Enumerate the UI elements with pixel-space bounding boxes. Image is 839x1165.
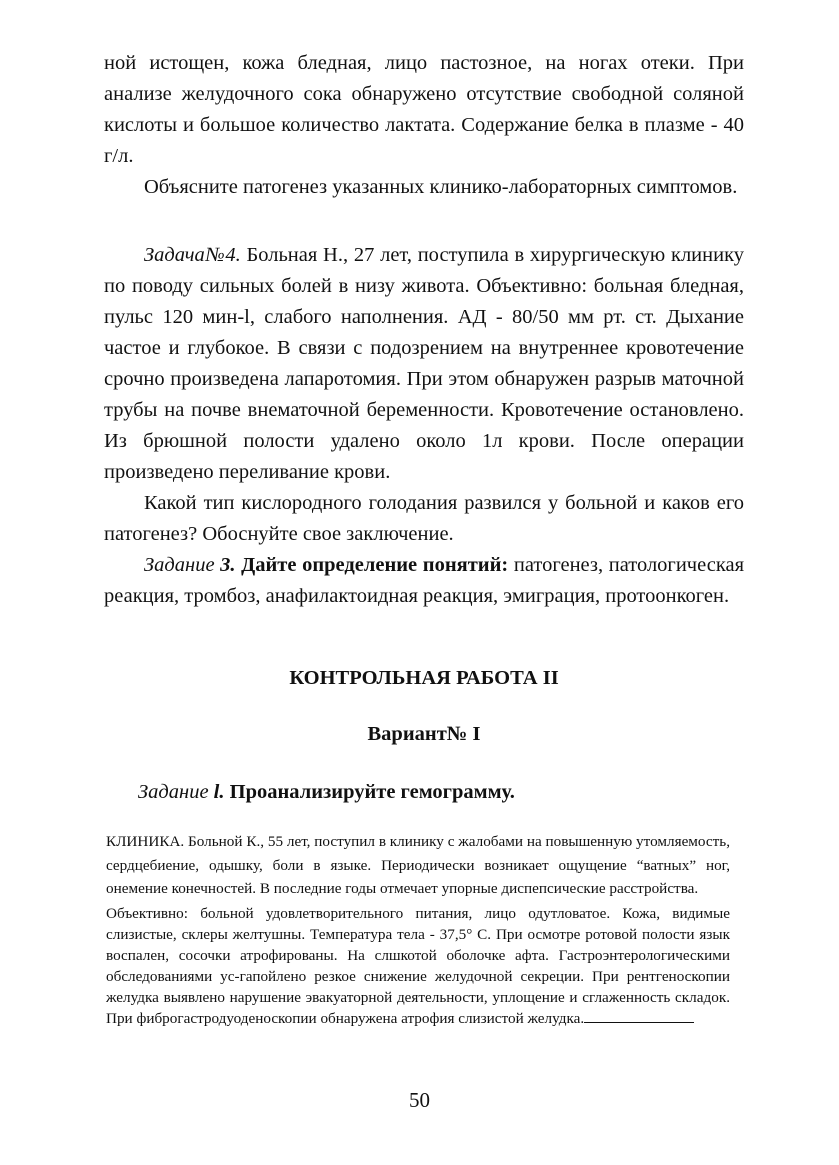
task-4-block	[104, 240, 744, 550]
top-text-block	[104, 48, 744, 203]
assignment-1-heading	[138, 778, 515, 806]
assignment-3-text: патогенез, патологическая реакция, тромбоз, анафилактоидная реакция, эмиграция, протоонкоген.	[104, 554, 744, 607]
page-number: 50	[409, 1088, 430, 1112]
task-4-paragraph	[104, 240, 744, 488]
assignment-1-number: l.	[213, 781, 225, 803]
clinic-paragraph-2	[106, 903, 730, 1029]
task-4-question: Какой тип кислородного голодания развился у больной и каков его патогенез? Обоснуйте свое заключение.	[104, 492, 744, 545]
answer-blank-line	[584, 1010, 694, 1023]
assignment-3-paragraph	[104, 550, 744, 612]
assignment-3-block	[104, 550, 744, 612]
question-pathogenesis: Объясните патогенез указанных клинико-лабораторных симптомов.	[144, 176, 738, 198]
assignment-3-label: Задание	[144, 554, 221, 576]
section-title: КОНТРОЛЬНАЯ РАБОТА II	[289, 667, 559, 689]
assignment-3-number: 3.	[220, 554, 236, 576]
clinic-block	[106, 830, 730, 1029]
variant-title: Вариант№ I	[367, 723, 481, 745]
task-4-text: Больная Н., 27 лет, поступила в хирургическую клинику по поводу сильных болей в низу живота. Объективно: больная бледная, пульс 120 мин-l, слабого наполнения. АД - 80/50 мм рт. ст. Дыхание частое и глубокое. В связи с подозрением на внутреннее кровотечение срочно произведена лапаротомия. При этом обнаружен разрыв маточной трубы на почве внематочной беременности. Кровотечение остановлено. Из брюшной полости удалено около 1л крови. После операции произведено переливание крови.	[104, 244, 745, 483]
assignment-1-label: Задание	[138, 781, 214, 803]
top-paragraph: ной истощен, кожа бледная, лицо пастозное, на ногах отеки. При анализе желудочного сока обнаружено отсутствие свободной соляной кислоты и большое количество лактата. Содержание белка в плазме - 40 г/л.	[104, 52, 744, 167]
clinic-paragraph-1-text: КЛИНИКА. Больной К., 55 лет, поступил в клинику с жалобами на повышенную утомляемость, сердцебиение, одышку, боли в языке. Периодически возникает ощущение “ватных” ног, онемение конечностей. В последние годы отмечает упорные диспепсические расстройства.	[106, 833, 730, 897]
clinic-paragraph-1	[106, 830, 730, 901]
task-4-label: Задача№4.	[144, 244, 241, 266]
assignment-3-bold-text: Дайте определение понятий:	[235, 554, 509, 576]
assignment-1-bold-text: Проанализируйте гемограмму.	[224, 781, 515, 803]
clinic-paragraph-2-text: Объективно: больной удовлетворительного питания, лицо одутловатое. Кожа, видимые слизистые, склеры желтушны. Температура тела - 37,5° С. При осмотре ротовой полости язык воспален, сосочки атрофированы. На слшкотой оболочке афта. Гастроэнтерологическими обследованиями ус-гапойлено резкое снижение желудочной секреции. При рентгеноскопии желудка выявлено нарушение эвакуаторной деятельности, уплощение и сглаженность складок. При фиброгастродуоденоскопии обнаружена атрофия слизистой желудка.	[106, 904, 730, 1027]
